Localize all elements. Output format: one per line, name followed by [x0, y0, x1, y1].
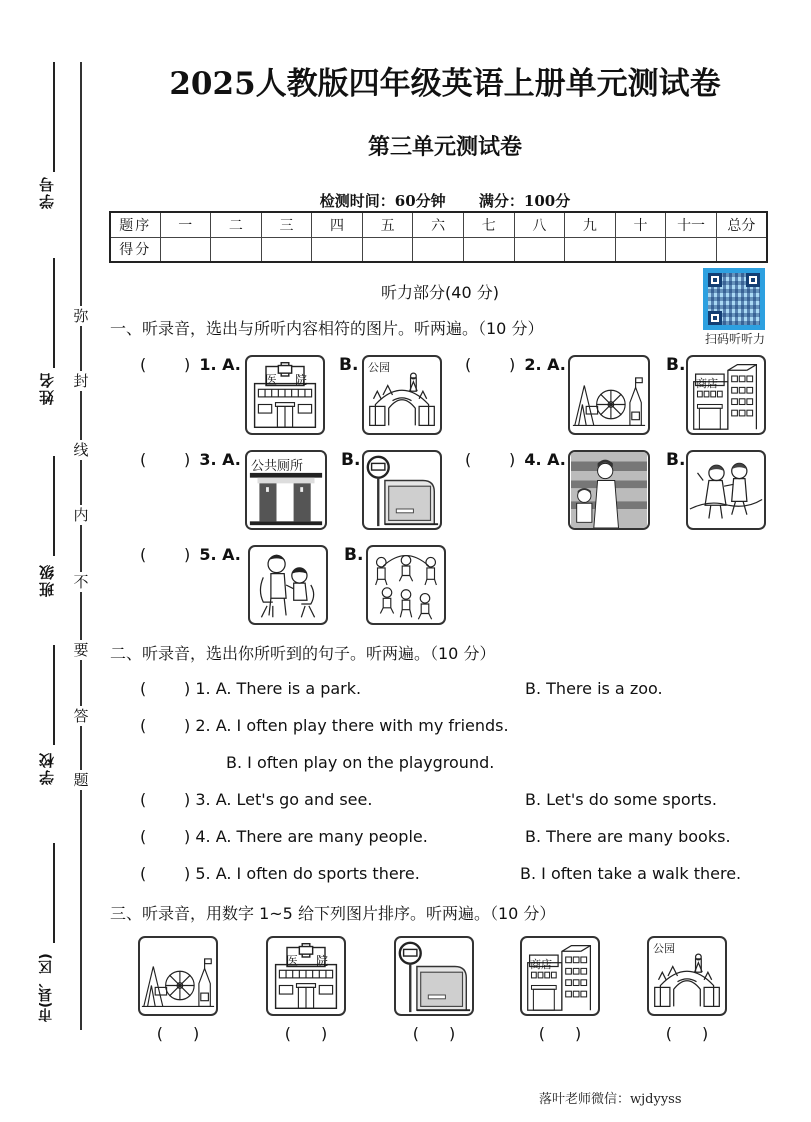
col-header: 总分 — [716, 212, 767, 237]
col-header: 六 — [413, 212, 464, 237]
answer-blank[interactable]: ( ) — [465, 355, 516, 374]
seal-char: 线 — [73, 441, 89, 459]
class-line[interactable] — [53, 456, 55, 556]
section2-heading: 二、听录音，选出你所听到的句子。听两遍。（10 分） — [110, 644, 496, 663]
school-label: 学校 — [38, 751, 56, 785]
option-a-text[interactable]: A. There is a park. — [215, 679, 362, 698]
answer-blank[interactable]: ( ) — [140, 679, 191, 698]
option-a-doctor-image[interactable] — [248, 545, 328, 625]
col-header: 二 — [211, 212, 262, 237]
city-line[interactable] — [53, 843, 55, 943]
amusement-park-icon — [140, 938, 216, 1014]
col-header: 十 — [615, 212, 666, 237]
option-a-toilet-image[interactable] — [245, 450, 327, 530]
score-cell[interactable] — [615, 237, 666, 262]
s1-question-1 — [140, 355, 241, 374]
option-a-text[interactable]: A. Let's go and see. — [215, 790, 373, 809]
option-b-label: B. — [666, 355, 686, 375]
option-a-hospital-image[interactable] — [245, 355, 325, 435]
school-line[interactable] — [53, 645, 55, 745]
answer-blank[interactable]: ( ) — [140, 716, 191, 735]
park-sign: 公园 — [653, 942, 675, 955]
score-cell[interactable] — [413, 237, 464, 262]
option-b-text[interactable]: B. There are many books. — [525, 827, 731, 846]
col-header: 十一 — [666, 212, 717, 237]
option-b-label: B. — [666, 450, 686, 470]
col-header: 九 — [565, 212, 616, 237]
row-label-score: 得分 — [110, 237, 160, 262]
answer-blank[interactable]: ( ) — [140, 790, 191, 809]
question-number: 3. — [195, 790, 211, 809]
question-number: 4. — [195, 827, 211, 846]
hospital-icon — [268, 938, 344, 1014]
listening-part-title: 听力部分(40 分) — [381, 283, 499, 302]
bus-stop-icon — [364, 452, 440, 528]
shop-building-icon — [522, 938, 598, 1014]
shop-sign: 商店 — [530, 958, 552, 971]
answer-blank[interactable]: ( ) — [140, 355, 191, 374]
bus-stop-icon — [396, 938, 472, 1014]
score-cell[interactable] — [565, 237, 616, 262]
shop-sign: 商店 — [696, 377, 718, 390]
children-walking-icon — [688, 452, 764, 528]
seal-char: 题 — [73, 771, 89, 789]
score-table-score-row — [110, 237, 767, 262]
s1-question-4 — [465, 450, 566, 469]
shop-building-icon — [688, 357, 764, 433]
question-number: 5. A. — [199, 545, 241, 564]
hospital-sign-1: 医 — [265, 373, 278, 387]
score-cell[interactable] — [211, 237, 262, 262]
footer-note: 落叶老师微信：wjdyyss — [539, 1092, 682, 1107]
order-picture-2[interactable] — [266, 936, 346, 1016]
order-answer-blank-4[interactable]: ( ) — [538, 1024, 582, 1043]
hospital-icon — [247, 357, 323, 433]
score-cell[interactable] — [312, 237, 363, 262]
score-table-header-row — [110, 212, 767, 237]
option-a-crowd-image[interactable] — [568, 450, 650, 530]
question-number: 2. A. — [524, 355, 566, 374]
city-label: 市(县、区) — [38, 953, 54, 1022]
qr-caption: 扫码听听力 — [704, 332, 765, 346]
order-answer-blank-1[interactable]: ( ) — [156, 1024, 200, 1043]
hospital-sign-1: 医 — [286, 954, 299, 968]
full-score: 满分：100分 — [478, 192, 571, 210]
student-id-label: 学号 — [38, 175, 56, 209]
s1-question-2 — [465, 355, 566, 374]
section3-heading: 三、听录音，用数字 1~5 给下列图片排序。听两遍。（10 分） — [110, 904, 556, 923]
seal-line — [80, 62, 82, 1030]
hospital-sign-2: 院 — [316, 954, 329, 968]
s2-question-3 — [140, 790, 372, 809]
question-number: 5. — [195, 864, 211, 883]
park-sign: 公园 — [368, 361, 390, 374]
option-b-shop-image[interactable] — [686, 355, 766, 435]
score-cell[interactable] — [160, 237, 211, 262]
page-title: 2025人教版四年级英语上册单元测试卷 — [169, 66, 721, 102]
question-number: 4. A. — [524, 450, 566, 469]
order-picture-4[interactable] — [520, 936, 600, 1016]
option-a-amusement-park-image[interactable] — [568, 355, 650, 435]
seal-char: 内 — [73, 506, 89, 524]
col-header: 五 — [362, 212, 413, 237]
row-label-question: 题序 — [110, 212, 160, 237]
question-number: 1. A. — [199, 355, 241, 374]
seal-char: 不 — [73, 573, 89, 591]
bookstore-people-icon — [570, 452, 648, 528]
children-playing-icon — [368, 547, 444, 623]
order-picture-5[interactable] — [647, 936, 727, 1016]
question-number: 3. A. — [199, 450, 241, 469]
question-number: 2. — [195, 716, 211, 735]
name-line[interactable] — [53, 258, 55, 368]
col-header: 七 — [463, 212, 514, 237]
order-answer-blank-5[interactable]: ( ) — [665, 1024, 709, 1043]
option-b-text[interactable]: B. There is a zoo. — [525, 679, 663, 698]
seal-char: 封 — [73, 372, 89, 390]
score-cell[interactable] — [362, 237, 413, 262]
option-b-label: B. — [339, 355, 359, 375]
student-id-line[interactable] — [53, 62, 55, 172]
order-answer-blank-3[interactable]: ( ) — [412, 1024, 456, 1043]
option-b-text[interactable]: B. Let's do some sports. — [525, 790, 717, 809]
answer-blank[interactable]: ( ) — [140, 827, 191, 846]
s1-question-5 — [140, 545, 241, 564]
option-b-text[interactable]: B. I often take a walk there. — [520, 864, 742, 883]
col-header: 三 — [261, 212, 312, 237]
option-b-label: B. — [341, 450, 361, 470]
class-label: 班级 — [38, 563, 56, 597]
section1-heading: 一、听录音，选出与所听内容相符的图片。听两遍。（10 分） — [110, 319, 544, 338]
exam-meta — [110, 190, 780, 211]
unit-subtitle: 第三单元测试卷 — [367, 134, 522, 160]
s1-question-3 — [140, 450, 241, 469]
answer-blank[interactable]: ( ) — [140, 450, 191, 469]
order-picture-3[interactable] — [394, 936, 474, 1016]
seal-char: 答 — [73, 707, 89, 725]
toilet-sign: 公共厕所 — [251, 459, 304, 474]
option-a-text[interactable]: A. I often do sports there. — [215, 864, 420, 883]
answer-blank[interactable]: ( ) — [465, 450, 516, 469]
s2-question-1 — [140, 679, 361, 698]
hospital-sign-2: 院 — [295, 373, 308, 387]
order-picture-1[interactable] — [138, 936, 218, 1016]
seal-char: 弥 — [73, 307, 89, 325]
score-cell[interactable] — [463, 237, 514, 262]
answer-blank[interactable]: ( ) — [140, 545, 191, 564]
option-a-text[interactable]: A. There are many people. — [215, 827, 428, 846]
score-cell[interactable] — [666, 237, 717, 262]
option-a-text[interactable]: A. I often play there with my friends. — [215, 716, 509, 735]
score-cell[interactable] — [514, 237, 565, 262]
option-b-kids-image[interactable] — [366, 545, 446, 625]
option-b-bus-stop-image[interactable] — [362, 450, 442, 530]
col-header: 四 — [312, 212, 363, 237]
score-table — [109, 211, 768, 263]
score-cell[interactable] — [261, 237, 312, 262]
s2-question-5 — [140, 864, 420, 883]
order-answer-blank-2[interactable]: ( ) — [284, 1024, 328, 1043]
s2-question-2 — [140, 716, 509, 735]
question-number: 1. — [195, 679, 211, 698]
option-b-walking-image[interactable] — [686, 450, 766, 530]
seal-char: 要 — [73, 641, 89, 659]
option-b-text[interactable]: B. I often play on the playground. — [226, 753, 495, 772]
s2-question-4 — [140, 827, 428, 846]
option-b-label: B. — [344, 545, 364, 565]
col-header: 一 — [160, 212, 211, 237]
exam-time: 检测时间：60分钟 — [319, 192, 446, 210]
name-label: 姓名 — [38, 371, 56, 405]
col-header: 八 — [514, 212, 565, 237]
doctor-child-icon — [250, 547, 326, 623]
score-cell[interactable] — [716, 237, 767, 262]
amusement-park-icon — [570, 357, 648, 433]
option-b-park-image[interactable] — [362, 355, 442, 435]
answer-blank[interactable]: ( ) — [140, 864, 191, 883]
